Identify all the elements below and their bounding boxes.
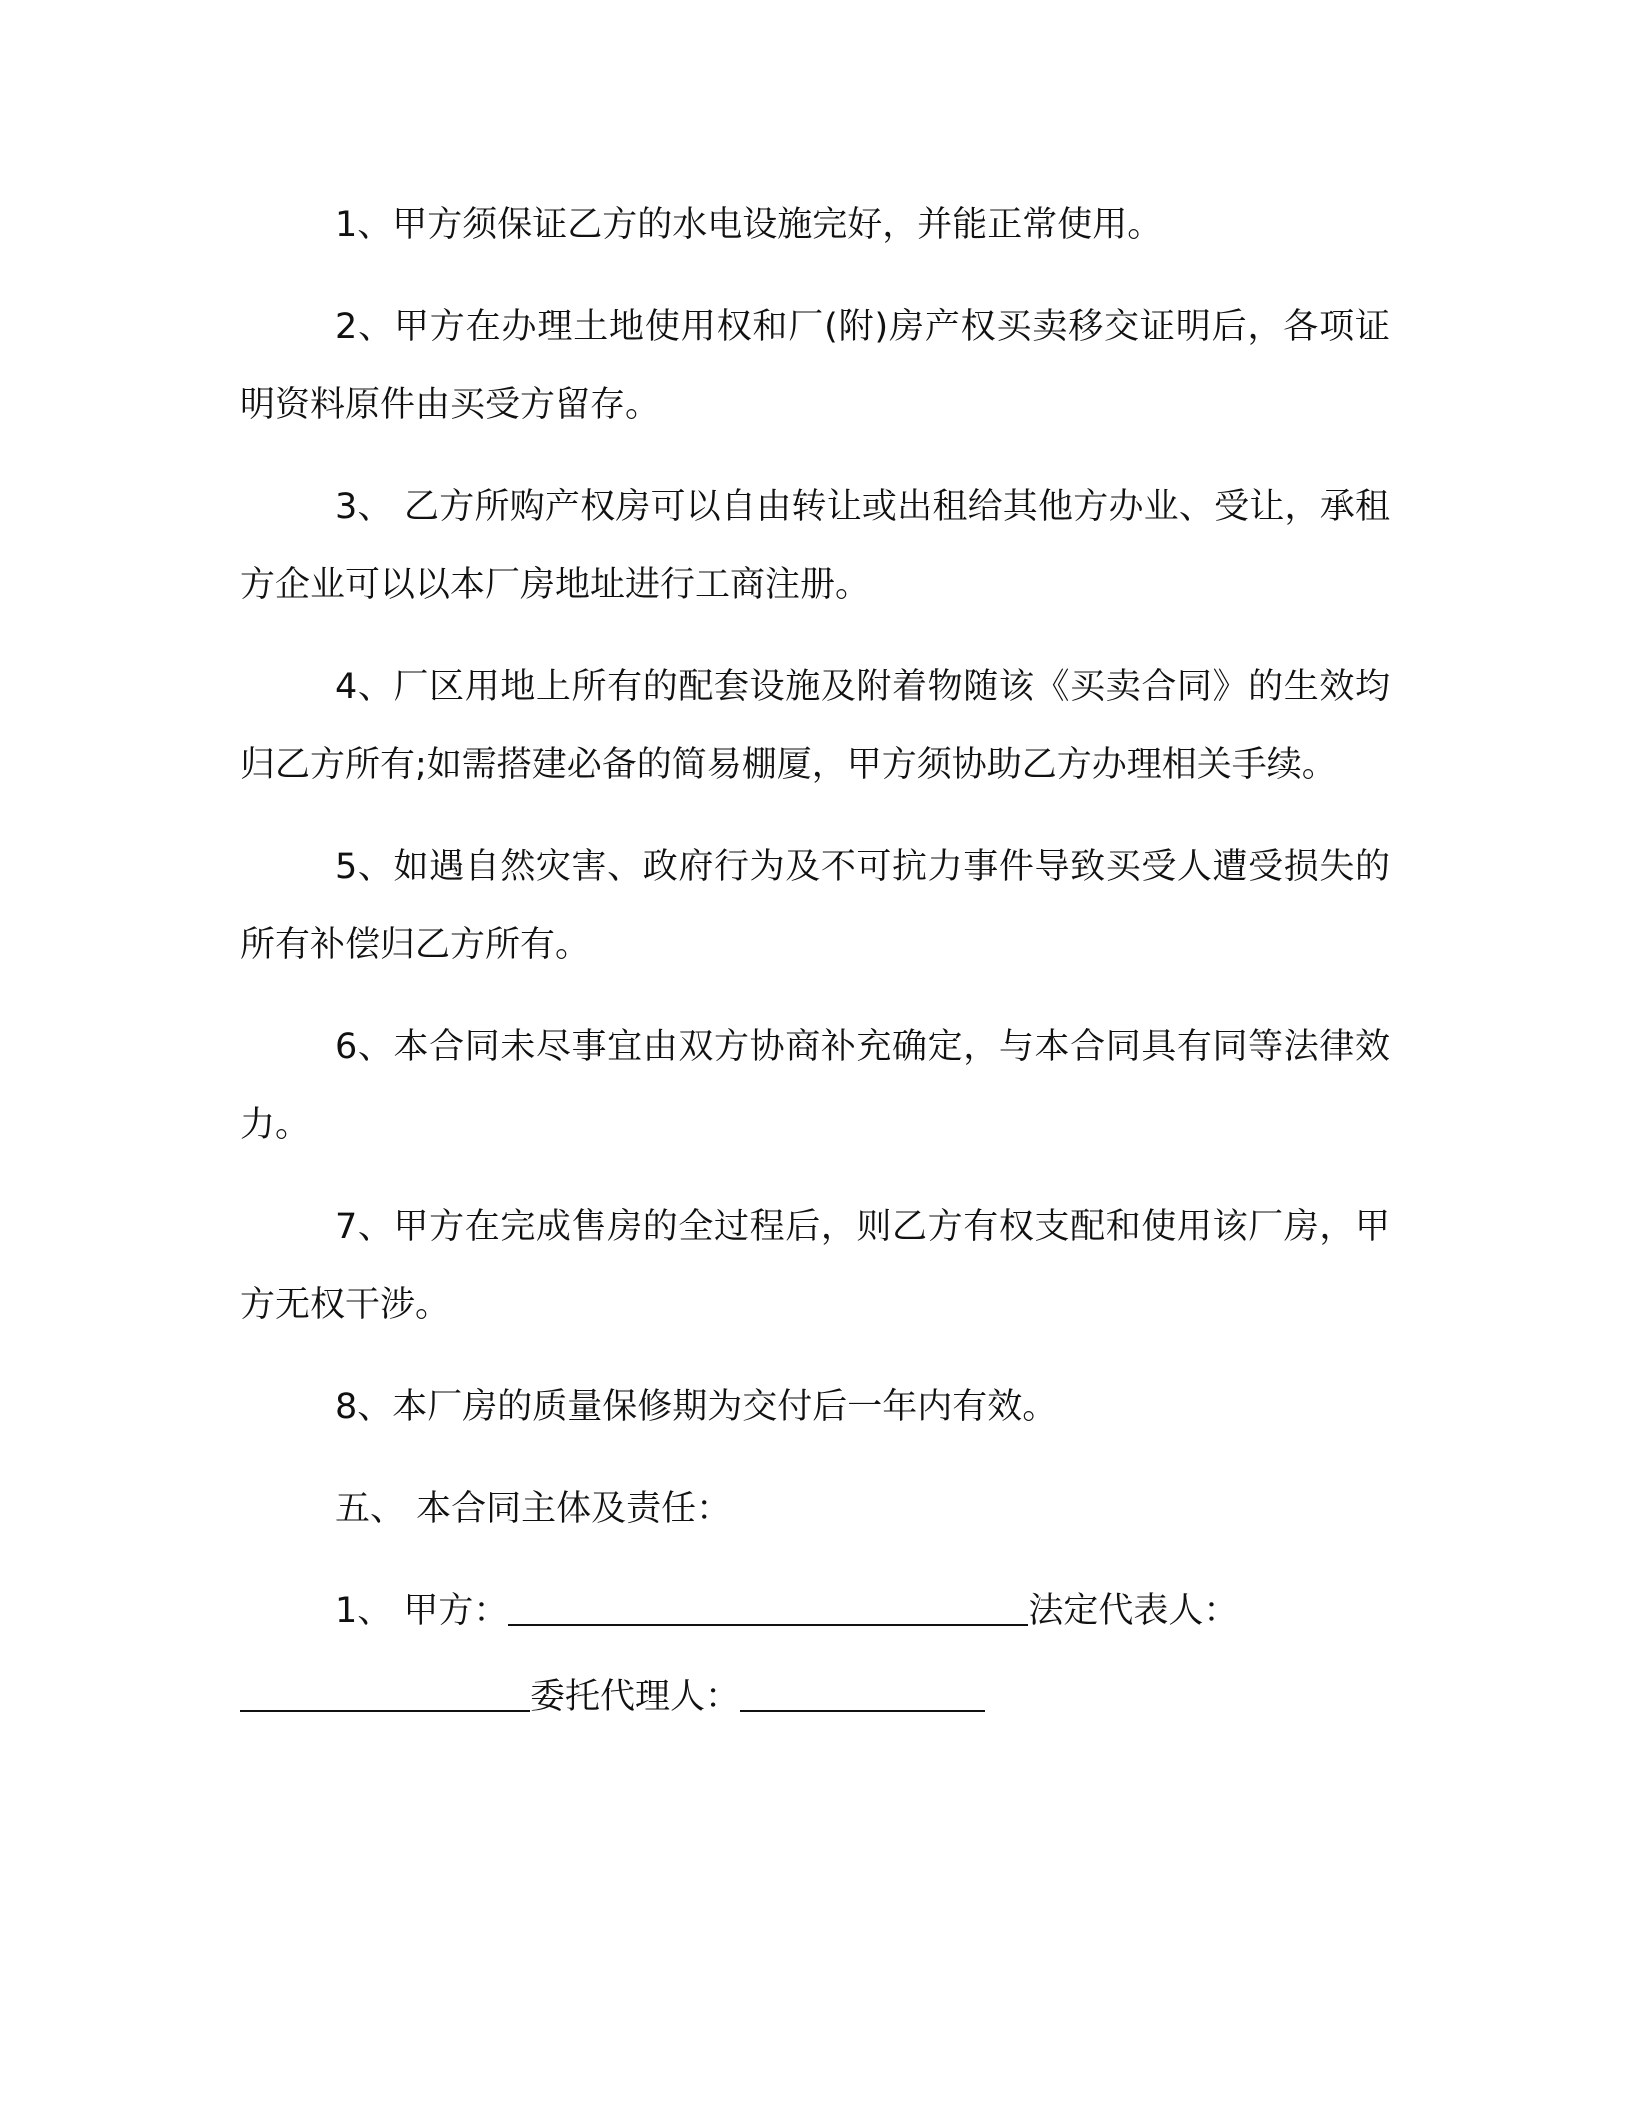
clause-1: 1、甲方须保证乙方的水电设施完好，并能正常使用。 (335, 205, 1163, 245)
clause-3: 3、 乙方所购产权房可以自由转让或出租给其他方办业、受让，承租方企业可以以本厂房地址进行工商注册。 (240, 487, 1390, 605)
agent-blank (740, 1662, 985, 1712)
signature-line-1 (240, 1572, 1390, 1650)
document-body (240, 186, 1390, 1736)
legal-rep-blank (240, 1662, 530, 1712)
clause-2: 2、甲方在办理土地使用权和厂(附)房产权买卖移交证明后，各项证明资料原件由买受方留存。 (240, 307, 1390, 425)
clause-4: 4、厂区用地上所有的配套设施及附着物随该《买卖合同》的生效均归乙方所有;如需搭建必备的简易棚厦，甲方须协助乙方办理相关手续。 (240, 667, 1390, 785)
clause-7: 7、甲方在完成售房的全过程后，则乙方有权支配和使用该厂房，甲方无权干涉。 (240, 1207, 1390, 1325)
section-heading: 五、 本合同主体及责任： (335, 1489, 732, 1529)
party-a-label: 1、 甲方： (335, 1591, 509, 1631)
signature-line-2 (240, 1658, 1390, 1736)
clause-6: 6、本合同未尽事宜由双方协商补充确定，与本合同具有同等法律效力。 (240, 1027, 1390, 1145)
agent-label: 委托代理人： (530, 1677, 741, 1717)
party-a-blank (508, 1576, 1028, 1626)
legal-rep-label: 法定代表人： (1028, 1591, 1239, 1631)
clause-8: 8、本厂房的质量保修期为交付后一年内有效。 (335, 1387, 1058, 1427)
clause-5: 5、如遇自然灾害、政府行为及不可抗力事件导致买受人遭受损失的所有补偿归乙方所有。 (240, 847, 1390, 965)
